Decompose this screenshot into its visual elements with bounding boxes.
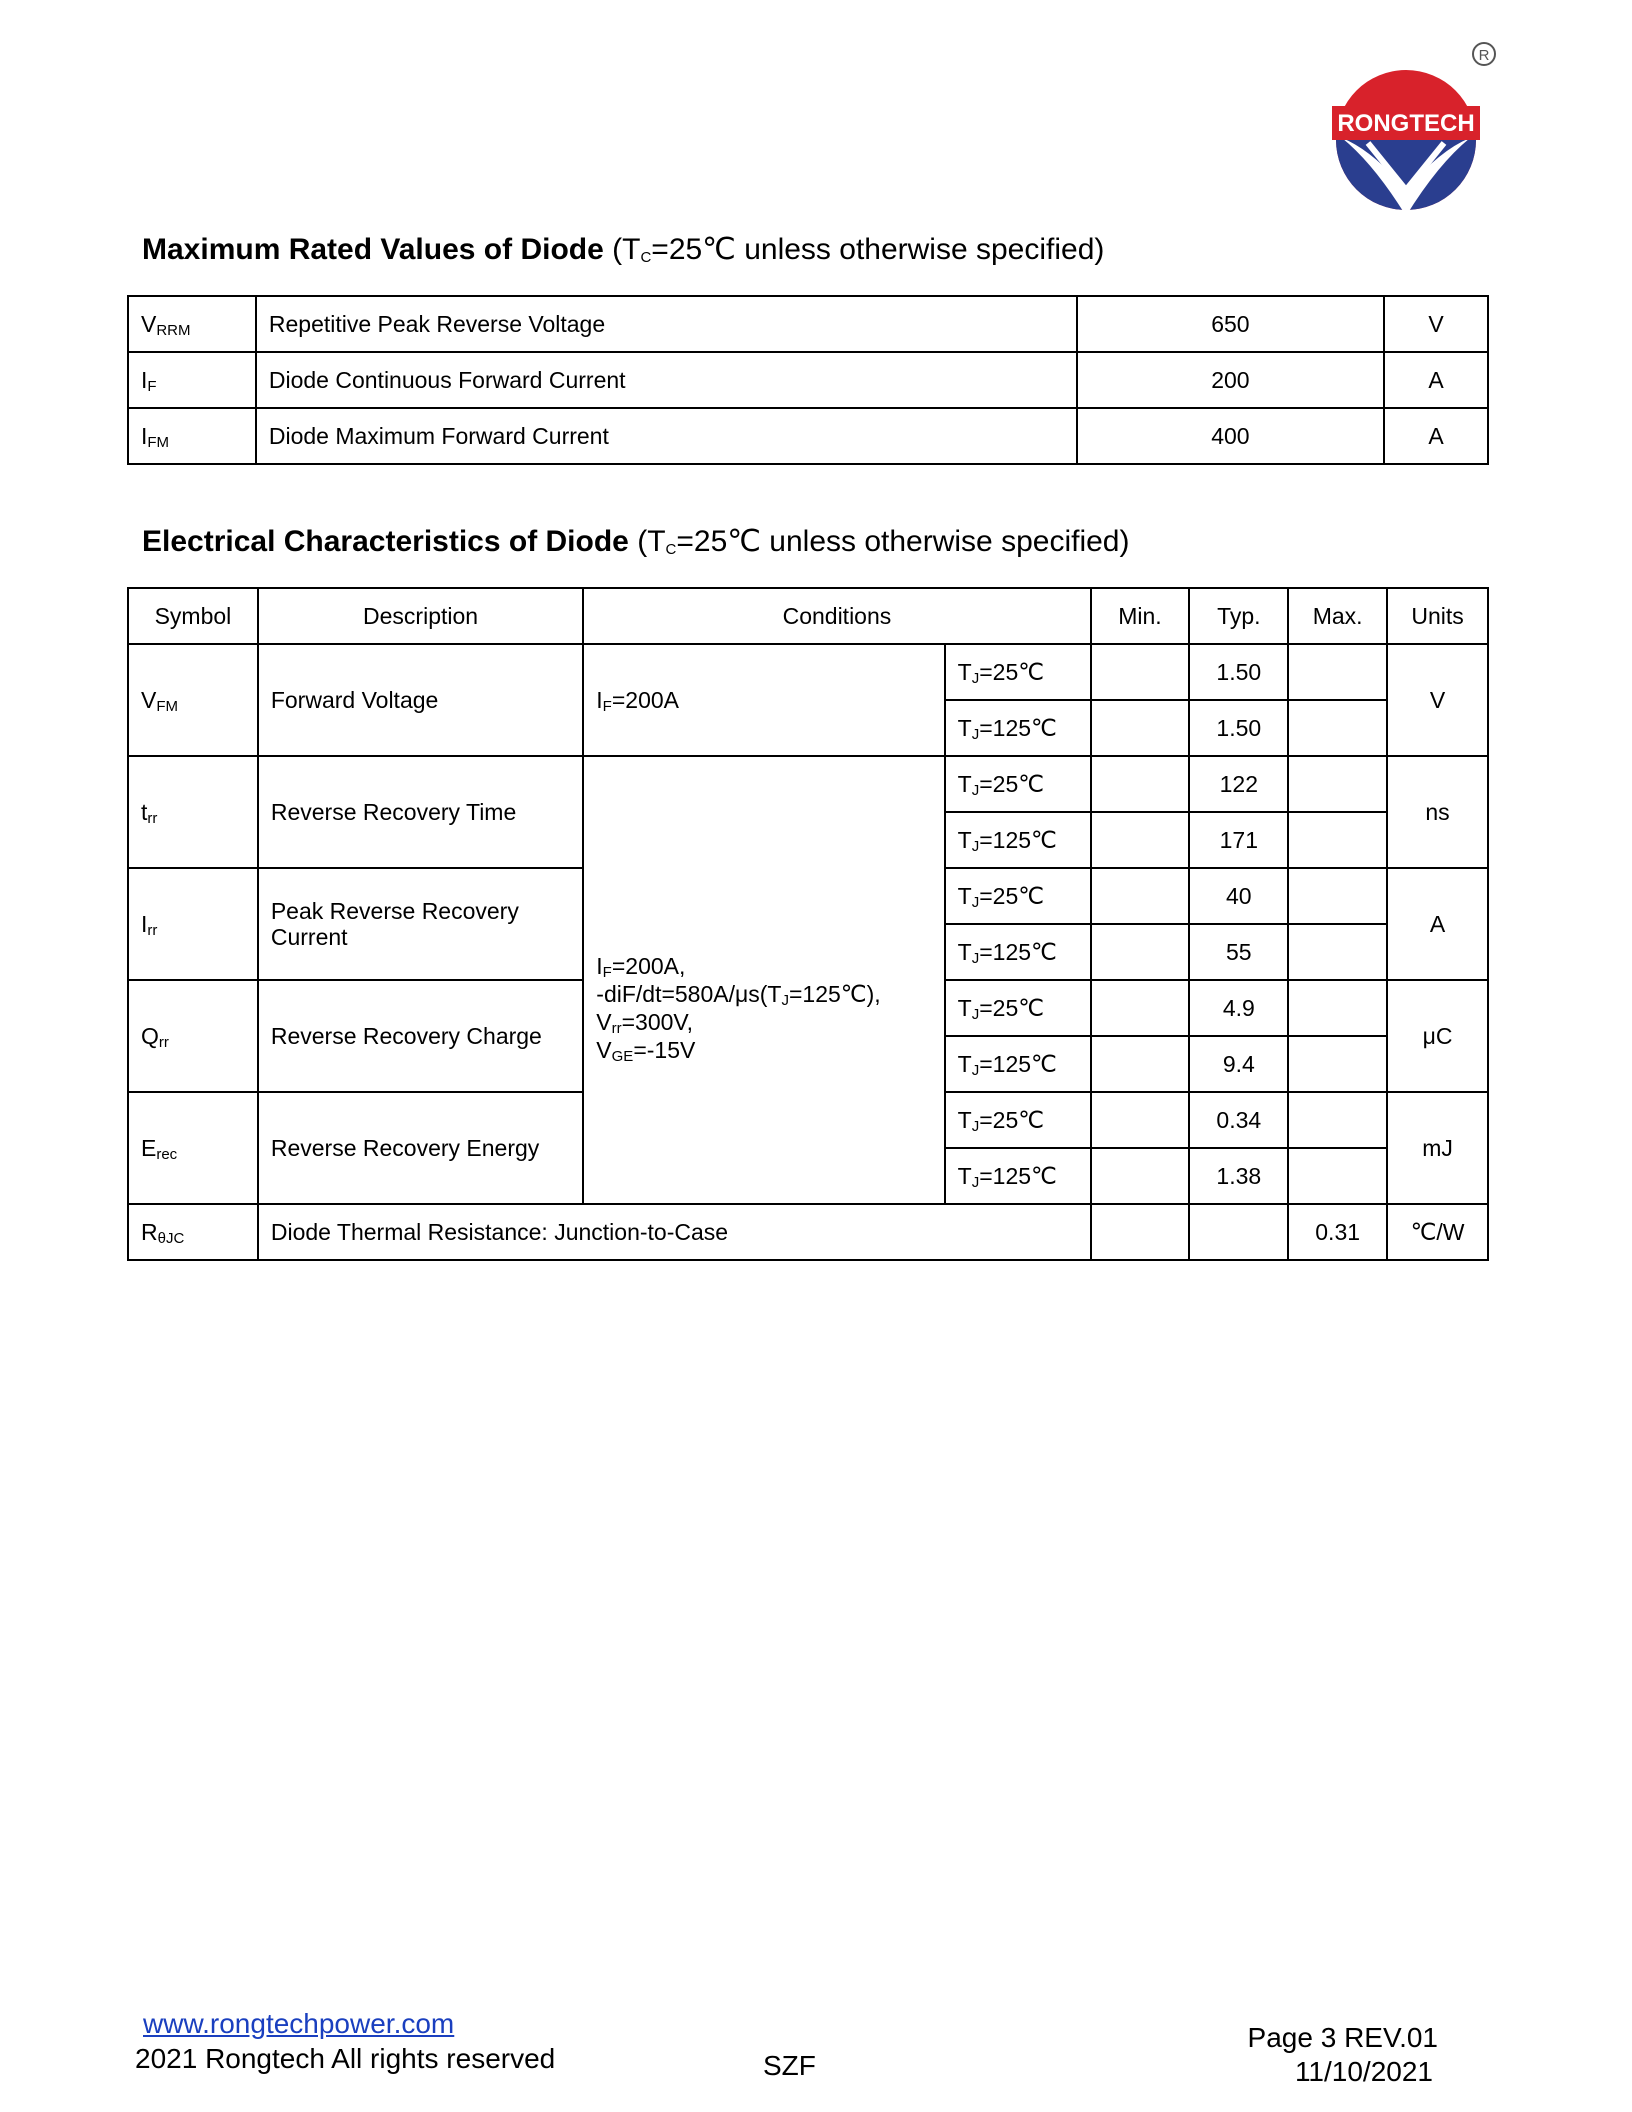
unit-cell: μC [1387, 980, 1488, 1092]
typ-cell: 1.50 [1189, 644, 1288, 700]
description-cell: Peak Reverse Recovery Current [258, 868, 583, 980]
table-row [128, 408, 1488, 464]
description-cell: Reverse Recovery Time [258, 756, 583, 868]
min-cell [1091, 1036, 1190, 1092]
typ-cell: 55 [1189, 924, 1288, 980]
min-cell [1091, 868, 1190, 924]
max-cell [1288, 924, 1387, 980]
website-link[interactable]: www.rongtechpower.com [143, 2008, 455, 2039]
typ-cell: 1.50 [1189, 700, 1288, 756]
condition-cell: $I_F=200A$ [583, 644, 944, 756]
max-cell [1288, 1036, 1387, 1092]
max-cell [1288, 700, 1387, 756]
table-row [128, 296, 1488, 352]
value-cell: 200 [1077, 352, 1385, 408]
tj-cell: $T_J=25℃$ [945, 868, 1091, 924]
description-cell: Diode Maximum Forward Current [256, 408, 1077, 464]
symbol-cell: $I_{rr}$ [128, 868, 258, 980]
header-row [128, 588, 1488, 644]
tj-cell: $T_J=25℃$ [945, 1092, 1091, 1148]
min-cell [1091, 924, 1190, 980]
tj-cell: $T_J=125℃$ [945, 812, 1091, 868]
section2-title-bold: Electrical Characteristics of Diode [142, 525, 629, 558]
section2-title-cond: ($T_C=25℃$ unless otherwise specified) [637, 525, 1130, 558]
tj-cell: $T_J=25℃$ [945, 756, 1091, 812]
header-units: Units [1387, 588, 1488, 644]
copyright-text: 2021 Rongtech All rights reserved [135, 2043, 556, 2074]
typ-cell [1189, 1204, 1288, 1260]
symbol-cell: $I_{FM}$ [128, 408, 256, 464]
min-cell [1091, 1092, 1190, 1148]
rongtech-logo [1328, 40, 1504, 216]
section1-title [142, 232, 1104, 267]
table-row [128, 1204, 1488, 1260]
page-revision: Page 3 REV.01 [1247, 2022, 1438, 2053]
value-cell: 400 [1077, 408, 1385, 464]
max-cell [1288, 756, 1387, 812]
unit-cell: V [1387, 644, 1488, 756]
description-cell: Diode Thermal Resistance: Junction-to-Case [258, 1204, 1091, 1260]
table-row [128, 756, 1488, 812]
typ-cell: 4.9 [1189, 980, 1288, 1036]
typ-cell: 171 [1189, 812, 1288, 868]
cond-line-4: $V_{GE}=-15V$ [596, 1037, 696, 1065]
max-cell: 0.31 [1288, 1204, 1387, 1260]
symbol-cell: $Q_{rr}$ [128, 980, 258, 1092]
registered-mark-letter: R [1478, 47, 1490, 64]
section1-title-cond: ($T_C=25℃$ unless otherwise specified) [612, 233, 1105, 266]
header-typ: Typ. [1189, 588, 1288, 644]
table-row [128, 644, 1488, 700]
tj-cell: $T_J=125℃$ [945, 700, 1091, 756]
typ-cell: 122 [1189, 756, 1288, 812]
unit-cell: ns [1387, 756, 1488, 868]
symbol-cell: $R_{\theta JC}$ [128, 1204, 258, 1260]
tj-cell: $T_J=125℃$ [945, 1148, 1091, 1204]
max-cell [1288, 644, 1387, 700]
unit-cell: A [1387, 868, 1488, 980]
typ-cell: 1.38 [1189, 1148, 1288, 1204]
shared-condition-cell [583, 756, 944, 1204]
max-ratings-table [127, 295, 1489, 465]
max-cell [1288, 1148, 1387, 1204]
max-cell [1288, 812, 1387, 868]
header-max: Max. [1288, 588, 1387, 644]
cond-line-1: $I_F=200A$, [596, 953, 686, 981]
min-cell [1091, 980, 1190, 1036]
header-conditions: Conditions [583, 588, 1090, 644]
unit-cell: mJ [1387, 1092, 1488, 1204]
max-cell [1288, 980, 1387, 1036]
unit-cell: A [1384, 352, 1488, 408]
cond-line-3: $V_{rr}=300V$, [596, 1009, 694, 1037]
section2-title [142, 524, 1129, 559]
tj-cell: $T_J=25℃$ [945, 644, 1091, 700]
tj-cell: $T_J=25℃$ [945, 980, 1091, 1036]
max-cell [1288, 1092, 1387, 1148]
min-cell [1091, 756, 1190, 812]
description-cell: Reverse Recovery Energy [258, 1092, 583, 1204]
header-description: Description [258, 588, 583, 644]
max-cell [1288, 868, 1387, 924]
typ-cell: 9.4 [1189, 1036, 1288, 1092]
electrical-characteristics-table [127, 587, 1489, 1261]
unit-cell: A [1384, 408, 1488, 464]
header-symbol: Symbol [128, 588, 258, 644]
min-cell [1091, 1204, 1190, 1260]
unit-cell: V [1384, 296, 1488, 352]
typ-cell: 40 [1189, 868, 1288, 924]
header-min: Min. [1091, 588, 1190, 644]
logo-text: RONGTECH [1337, 110, 1475, 137]
typ-cell: 0.34 [1189, 1092, 1288, 1148]
tj-cell: $T_J=125℃$ [945, 1036, 1091, 1092]
value-cell: 650 [1077, 296, 1385, 352]
section1-title-bold: Maximum Rated Values of Diode [142, 233, 604, 266]
description-cell: Forward Voltage [258, 644, 583, 756]
symbol-cell: $I_F$ [128, 352, 256, 408]
symbol-cell: $V_{RRM}$ [128, 296, 256, 352]
cond-line-2: $-diF/dt=580A/\mu s(T_J=125℃)$, [596, 981, 881, 1009]
description-cell: Repetitive Peak Reverse Voltage [256, 296, 1077, 352]
table-row [128, 352, 1488, 408]
tj-cell: $T_J=125℃$ [945, 924, 1091, 980]
description-cell: Reverse Recovery Charge [258, 980, 583, 1092]
symbol-cell: $E_{rec}$ [128, 1092, 258, 1204]
min-cell [1091, 644, 1190, 700]
min-cell [1091, 812, 1190, 868]
symbol-cell: $V_{FM}$ [128, 644, 258, 756]
symbol-cell: $t_{rr}$ [128, 756, 258, 868]
min-cell [1091, 1148, 1190, 1204]
unit-cell: ℃/W [1387, 1204, 1488, 1260]
footer-center-text: SZF [763, 2050, 816, 2081]
footer-date: 11/10/2021 [1294, 2056, 1433, 2087]
min-cell [1091, 700, 1190, 756]
description-cell: Diode Continuous Forward Current [256, 352, 1077, 408]
